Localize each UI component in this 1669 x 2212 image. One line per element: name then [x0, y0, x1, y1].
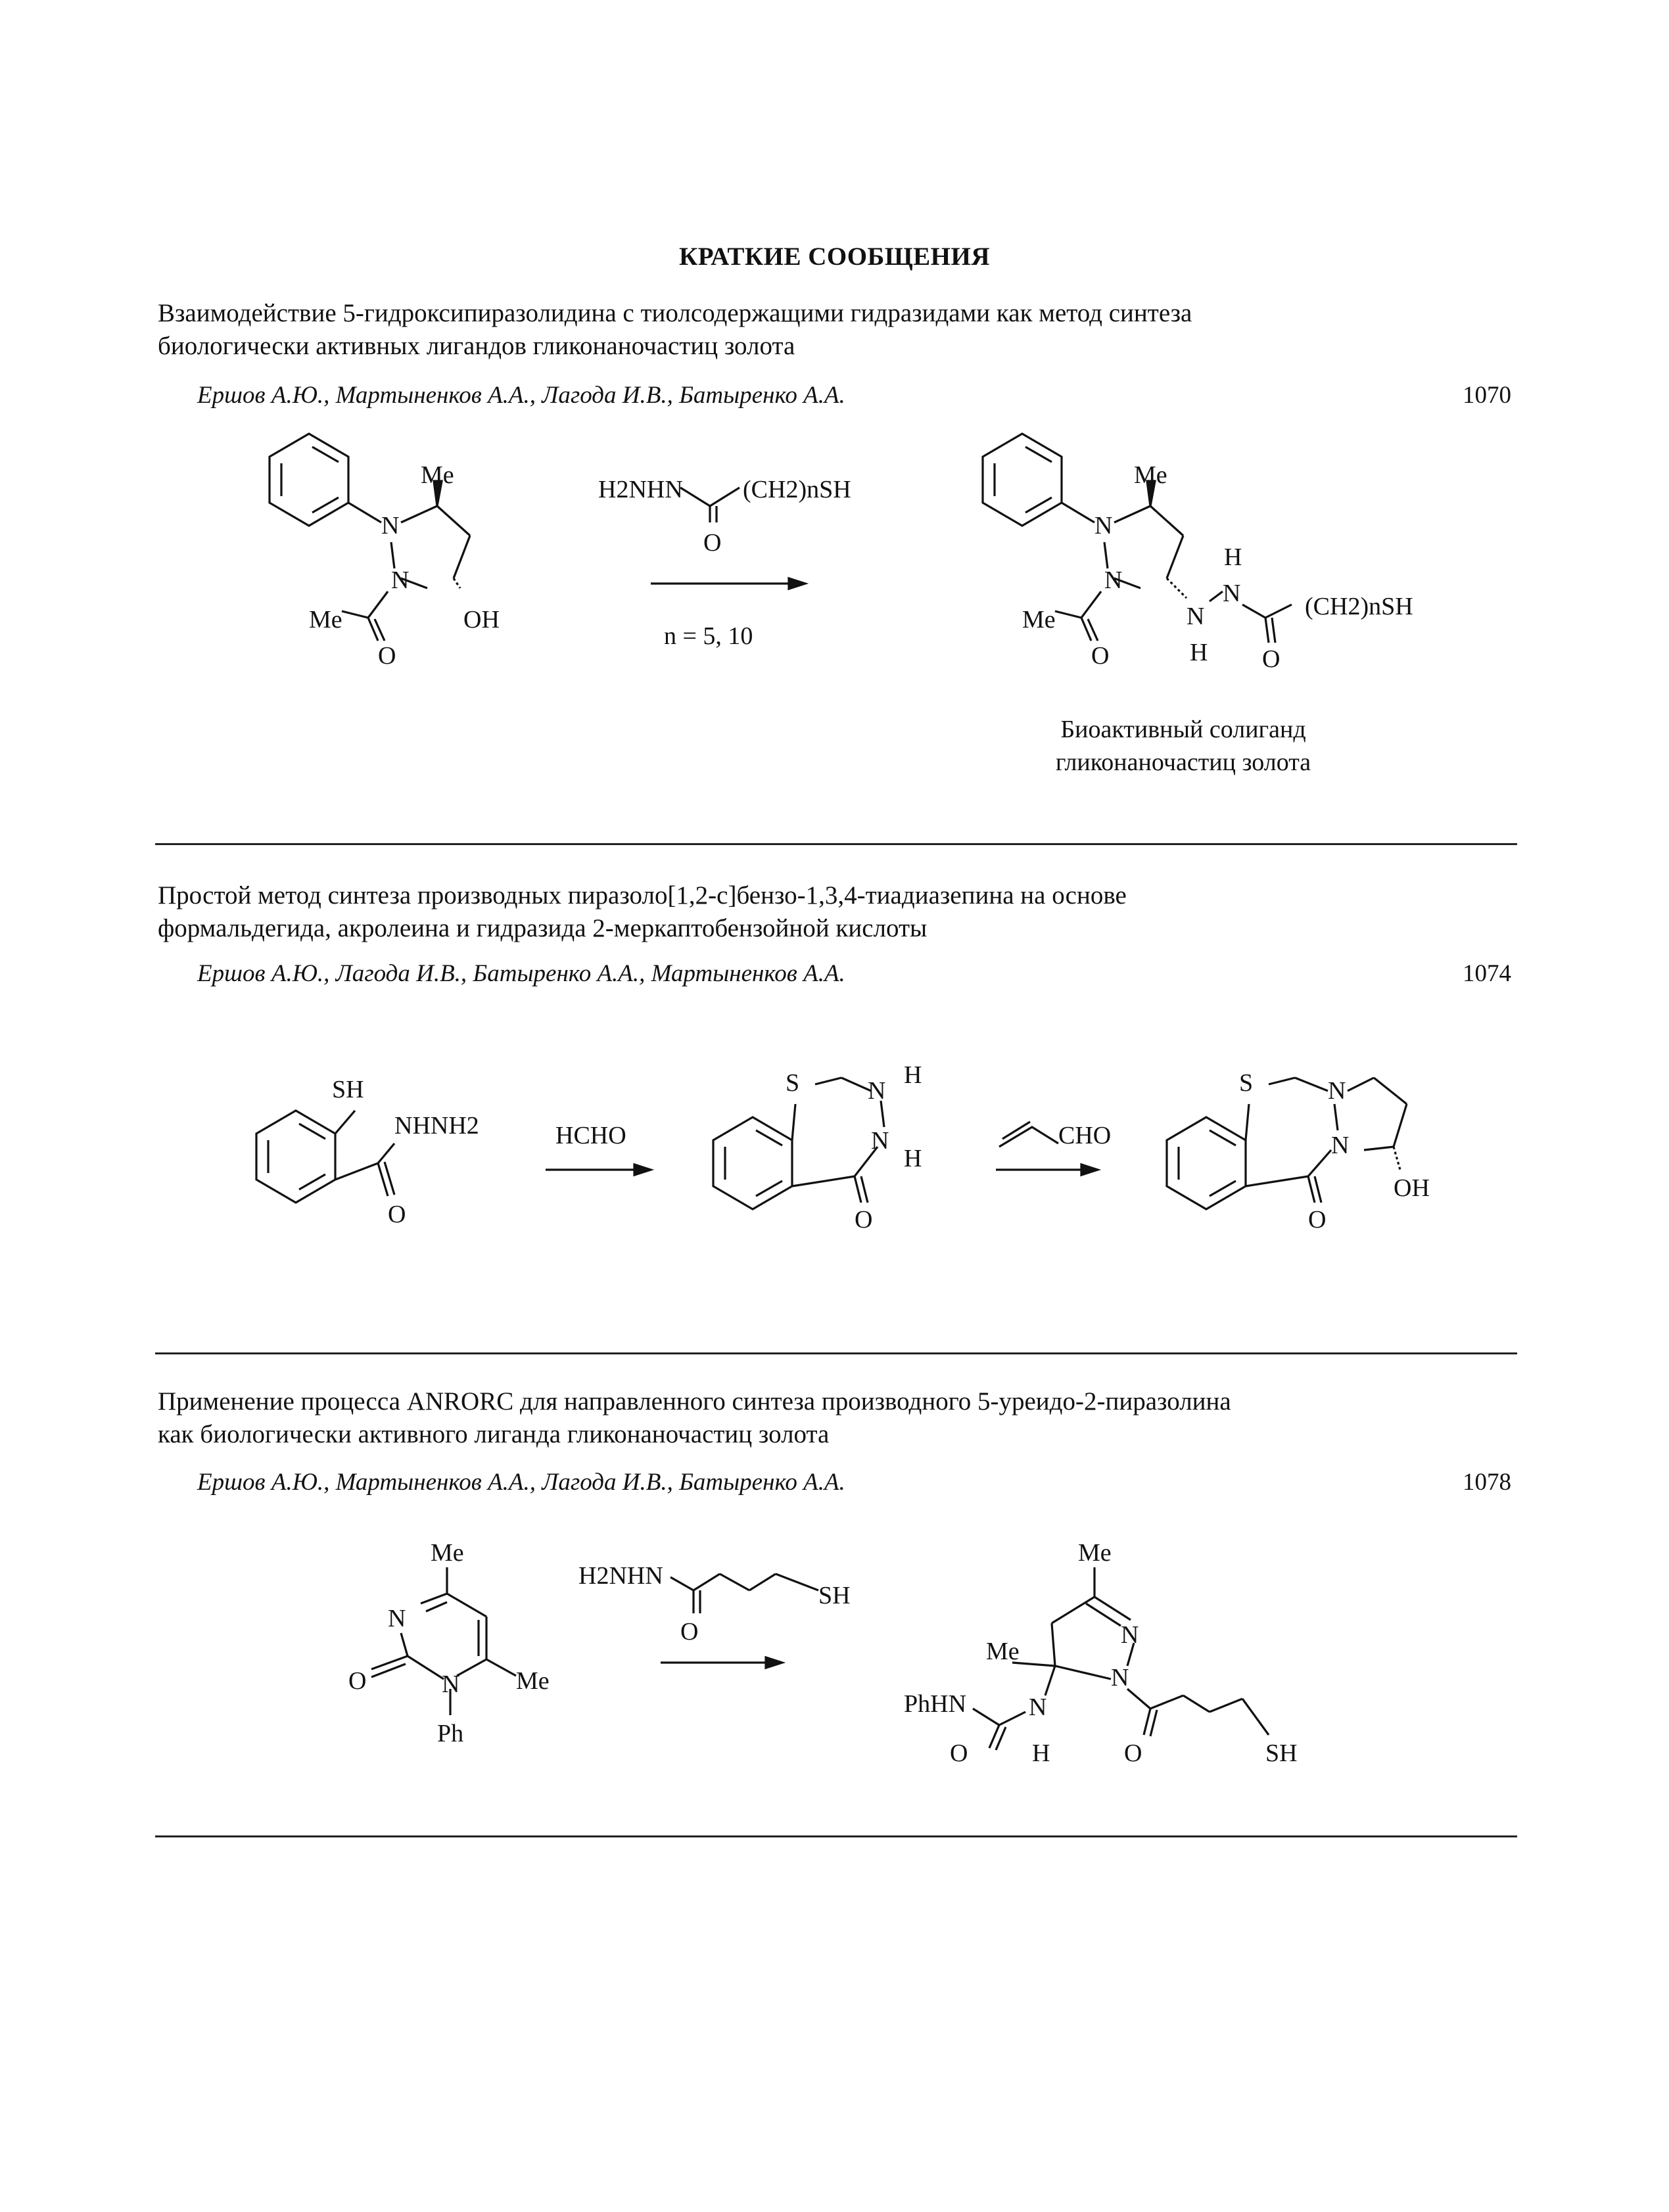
article-3-reagent-structure — [670, 1574, 818, 1613]
divider-2 — [155, 1352, 1517, 1354]
article-1-reagent-structure — [680, 488, 740, 522]
article-2-page-number: 1074 — [1463, 960, 1511, 987]
article-1-acetyl-o-label: O — [378, 642, 396, 670]
article-1-n2-label: N — [391, 566, 410, 594]
article-2-intermediate-s: S — [786, 1069, 800, 1097]
article-2-intermediate-n1: N — [868, 1077, 886, 1105]
article-1-me-label: Me — [421, 461, 454, 489]
article-1-oh-label: OH — [463, 606, 500, 634]
article-3-ph: Ph — [437, 1720, 464, 1747]
article-2-o-label-1: O — [388, 1201, 406, 1228]
article-3-reagent-sh: SH — [818, 1582, 851, 1609]
article-1-condition: n = 5, 10 — [664, 622, 753, 650]
article-3-product-me-left: Me — [986, 1638, 1020, 1665]
article-3-product-sh: SH — [1265, 1740, 1298, 1767]
article-2-product-structure — [1167, 1078, 1407, 1209]
article-1-product-acetyl-o: O — [1091, 642, 1110, 670]
article-3-product-phhn: PhHN — [904, 1690, 967, 1718]
article-1-authors: Ершов А.Ю., Мартыненков А.А., Лагода И.В., Батыренко А.А. — [197, 382, 845, 409]
article-2-reactant-structure — [256, 1111, 394, 1203]
article-2-intermediate-h1: H — [904, 1061, 922, 1089]
article-2-nhnh2-label: NHNH2 — [394, 1112, 479, 1140]
article-2-sh-label: SH — [332, 1076, 364, 1103]
article-3-title-line-2: как биологически активного лиганда гликонаночастиц золота — [158, 1420, 830, 1448]
article-3-product-o-urea: O — [950, 1740, 968, 1767]
article-2-product-s: S — [1239, 1069, 1254, 1097]
article-1-product-nh-h: H — [1190, 639, 1208, 666]
article-1-product-me: Me — [1134, 461, 1167, 489]
article-1-n1-label: N — [381, 512, 400, 540]
article-1-page-number: 1070 — [1463, 382, 1511, 409]
article-3-o-ring: O — [348, 1667, 367, 1695]
article-2-product-n2: N — [1331, 1132, 1350, 1159]
article-1-caption-line-2: гликонаночастиц золота — [1055, 749, 1311, 776]
article-3-product-h-urea: H — [1032, 1740, 1050, 1767]
article-2-authors: Ершов А.Ю., Лагода И.В., Батыренко А.А., Мартыненков А.А. — [197, 960, 845, 987]
article-1-reagent-o: O — [703, 529, 722, 557]
article-2-intermediate-structure — [713, 1078, 884, 1209]
article-3-page-number: 1078 — [1463, 1469, 1511, 1496]
article-1-title-line-2: биологически активных лигандов гликонаночастиц золота — [158, 332, 795, 360]
article-1-reagent-chain: (CH2)nSH — [743, 476, 851, 503]
article-1-product-n3: N — [1223, 580, 1241, 607]
article-1-title-line-1: Взаимодействие 5-гидроксипиразолидина с тиолсодержащими гидразидами как метод синтеза — [158, 299, 1192, 327]
article-2-product-o: O — [1308, 1206, 1327, 1233]
article-3-product-o-acyl: O — [1124, 1740, 1142, 1767]
article-3-me-right: Me — [516, 1667, 550, 1695]
article-3-n-ring: N — [388, 1605, 406, 1632]
article-2-intermediate-h2: H — [904, 1145, 922, 1172]
article-3-product-me-top: Me — [1078, 1539, 1112, 1567]
article-2-title-line-1: Простой метод синтеза производных пиразоло[1,2-c]бензо-1,3,4-тиадиазепина на основе — [158, 881, 1127, 910]
article-1-product-acetyl-me: Me — [1022, 606, 1056, 634]
article-1-product-amide-o: O — [1262, 645, 1281, 673]
article-2-intermediate-o: O — [855, 1206, 873, 1233]
article-2-reagent-2: CHO — [1058, 1122, 1112, 1149]
article-2-product-oh: OH — [1394, 1174, 1430, 1202]
article-1-product-chain: (CH2)nSH — [1305, 593, 1413, 620]
article-1-acetyl-me-label: Me — [309, 606, 342, 634]
article-3-n-ph: N — [442, 1671, 460, 1698]
article-1-caption-line-1: Биоактивный солиганд — [1060, 716, 1306, 743]
article-3-product-n-urea: N — [1029, 1694, 1047, 1721]
article-2-title-line-2: формальдегида, акролеина и гидразида 2-меркаптобензойной кислоты — [158, 914, 928, 942]
article-1-reaction-scheme — [0, 421, 1669, 815]
divider-3 — [155, 1835, 1517, 1837]
article-2-intermediate-n2: N — [871, 1127, 889, 1155]
article-3-reagent-o: O — [680, 1618, 699, 1646]
article-2-reagent-1: HCHO — [555, 1122, 626, 1149]
article-3-reagent-h2nhn: H2NHN — [578, 1562, 663, 1590]
article-3-reaction-scheme — [0, 1525, 1669, 1787]
article-2-product-n1: N — [1328, 1077, 1346, 1105]
section-heading: КРАТКИЕ СООБЩЕНИЯ — [678, 242, 991, 271]
article-1-product-n2: N — [1104, 566, 1123, 594]
article-2-reaction-scheme — [0, 1051, 1669, 1249]
article-3-product-n2: N — [1111, 1664, 1129, 1692]
article-1-product-nh-n: N — [1187, 603, 1205, 630]
divider-1 — [155, 843, 1517, 845]
article-3-authors: Ершов А.Ю., Мартыненков А.А., Лагода И.В., Батыренко А.А. — [197, 1469, 845, 1496]
article-3-title-line-1: Применение процесса ANRORC для направленного синтеза производного 5-уреидо-2-пиразолина — [158, 1387, 1231, 1416]
article-3-me-top: Me — [431, 1539, 464, 1567]
article-1-product-n3-h: H — [1224, 543, 1242, 571]
article-1-product-n1: N — [1094, 512, 1113, 540]
article-2-acrolein-structure — [999, 1127, 1058, 1147]
article-3-product-n1: N — [1121, 1621, 1139, 1649]
article-1-reagent-h2nhn: H2NHN — [598, 476, 683, 503]
